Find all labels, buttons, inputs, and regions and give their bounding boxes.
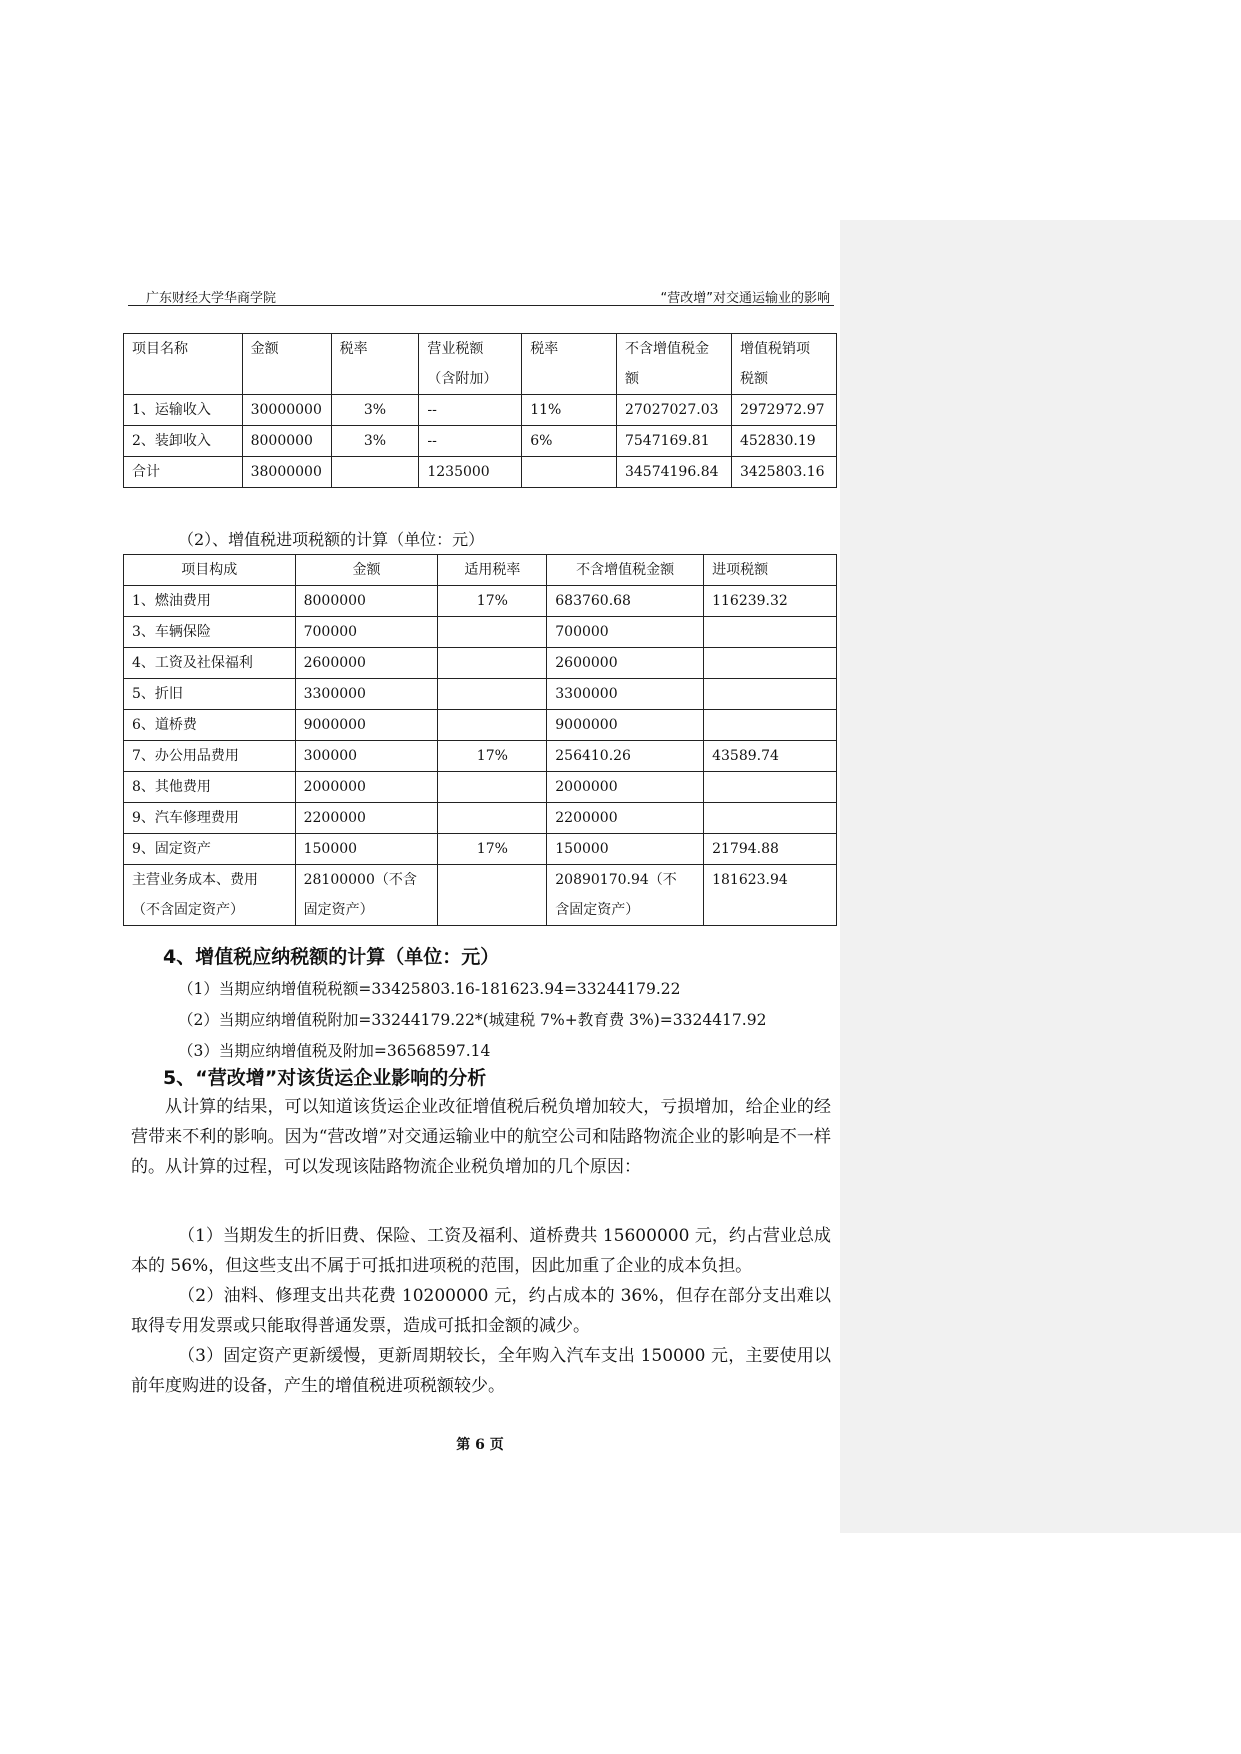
table-row [124,710,837,741]
table-cell: 3300000 [295,679,438,710]
table-cell [438,772,547,803]
table-row [124,457,837,488]
table-row [124,834,837,865]
table-header-cell: 增值税销项 税额 [731,334,836,395]
input-tax-table [123,554,837,926]
table-header-cell: 适用税率 [438,555,547,586]
table-header-cell: 税率 [522,334,617,395]
table-cell: 7547169.81 [616,426,731,457]
table2-caption: （2）、增值税进项税额的计算（单位：元） [178,530,485,549]
table-cell [331,457,419,488]
table-header-cell: 进项税额 [704,555,837,586]
table-cell: 9、固定资产 [124,834,296,865]
calc-line: （1）当期应纳增值税税额=33425803.16-181623.94=33244179.22 [178,980,681,998]
table-cell: 主营业务成本、费用 （不含固定资产） [124,865,296,926]
table-cell: 38000000 [242,457,331,488]
table-cell: 2000000 [547,772,704,803]
analysis-paragraph: 从计算的结果，可以知道该货运企业改征增值税后税负增加较大，亏损增加，给企业的经营带来不利的影响。因为“营改增”对交通运输业中的航空公司和陆路物流企业的影响是不一样的。从计算的过程，可以发现该陆路物流企业税负增加的几个原因： [131,1097,831,1177]
table-cell [704,803,837,834]
table-cell: 3425803.16 [731,457,836,488]
table-header-row [124,334,837,395]
header-school: 广东财经大学华商学院 [146,291,277,306]
table-header-cell: 项目构成 [124,555,296,586]
table-cell: 3、车辆保险 [124,617,296,648]
table-cell: 256410.26 [547,741,704,772]
table-header-cell: 金额 [242,334,331,395]
table-cell: 116239.32 [704,586,837,617]
table-cell: 2000000 [295,772,438,803]
table-row [124,679,837,710]
table-cell: 17% [438,741,547,772]
table-cell: 181623.94 [704,865,837,926]
table-cell: 2、装卸收入 [124,426,243,457]
table-cell: 11% [522,395,617,426]
table-cell: -- [419,395,522,426]
table-cell: 9000000 [295,710,438,741]
table-cell: 1、燃油费用 [124,586,296,617]
table-cell: 6% [522,426,617,457]
section-4-heading: 4、增值税应纳税额的计算（单位：元） [163,946,500,968]
table-cell: 150000 [547,834,704,865]
table-row [124,617,837,648]
section-5-heading: 5、“营改增”对该货运企业影响的分析 [163,1067,487,1089]
page-header [128,285,834,306]
table-cell: 6、道桥费 [124,710,296,741]
table-header-cell: 项目名称 [124,334,243,395]
table-cell: 21794.88 [704,834,837,865]
table-cell: -- [419,426,522,457]
table-cell: 2200000 [295,803,438,834]
table-cell [704,617,837,648]
table-cell: 合计 [124,457,243,488]
analysis-paragraph: （3）固定资产更新缓慢，更新周期较长，全年购入汽车支出 150000 元，主要使用以前年度购进的设备，产生的增值税进项税额较少。 [131,1346,831,1396]
table-row [124,741,837,772]
table-cell: 17% [438,586,547,617]
table-cell [438,865,547,926]
table-header-cell: 金额 [295,555,438,586]
table-cell: 30000000 [242,395,331,426]
table-header-cell: 税率 [331,334,419,395]
table-cell: 2200000 [547,803,704,834]
table-cell: 9、汽车修理费用 [124,803,296,834]
table-row [124,586,837,617]
table-cell [704,648,837,679]
table-cell [522,457,617,488]
table-row [124,648,837,679]
table-cell: 3% [331,395,419,426]
table-cell [438,679,547,710]
table-cell: 150000 [295,834,438,865]
table-cell [438,710,547,741]
table-cell: 27027027.03 [616,395,731,426]
table-cell: 28100000（不含 固定资产） [295,865,438,926]
table-row [124,865,837,926]
table-cell: 2600000 [295,648,438,679]
table-cell: 8000000 [242,426,331,457]
table-cell: 452830.19 [731,426,836,457]
header-title: “营改增”对交通运输业的影响 [660,291,830,306]
table-cell: 9000000 [547,710,704,741]
table-cell: 3300000 [547,679,704,710]
table-cell: 43589.74 [704,741,837,772]
table-cell [704,772,837,803]
table-cell [438,617,547,648]
table-cell: 700000 [295,617,438,648]
table-header-cell: 营业税额 （含附加） [419,334,522,395]
table-row [124,395,837,426]
table-row [124,772,837,803]
table-cell: 5、折旧 [124,679,296,710]
table-cell: 300000 [295,741,438,772]
table-cell: 7、办公用品费用 [124,741,296,772]
table-cell: 20890170.94（不 含固定资产） [547,865,704,926]
analysis-paragraph: （1）当期发生的折旧费、保险、工资及福利、道桥费共 15600000 元，约占营业总成本的 56%，但这些支出不属于可抵扣进项税的范围，因此加重了企业的成本负担。 [131,1226,831,1276]
comment-pane [840,220,1241,1533]
analysis-paragraph: （2）油料、修理支出共花费 10200000 元，约占成本的 36%，但存在部分支出难以取得专用发票或只能取得普通发票，造成可抵扣金额的减少。 [131,1286,831,1336]
table-row [124,803,837,834]
table-header-row [124,555,837,586]
table-cell: 683760.68 [547,586,704,617]
table-cell: 1235000 [419,457,522,488]
table-cell [438,648,547,679]
calc-line: （2）当期应纳增值税附加=33244179.22*(城建税 7%+教育费 3%)=3324417.92 [178,1011,767,1029]
table-cell: 8、其他费用 [124,772,296,803]
table-cell: 3% [331,426,419,457]
table-row [124,426,837,457]
table-cell: 700000 [547,617,704,648]
page-number: 第 6 页 [456,1437,504,1453]
table-cell [438,803,547,834]
table-header-cell: 不含增值税金 额 [616,334,731,395]
calc-line: （3）当期应纳增值税及附加=36568597.14 [178,1042,491,1060]
table-cell [704,710,837,741]
table-cell: 8000000 [295,586,438,617]
table-cell [704,679,837,710]
table-cell: 1、运输收入 [124,395,243,426]
table-cell: 2600000 [547,648,704,679]
output-tax-table [123,333,837,488]
table-cell: 17% [438,834,547,865]
table-cell: 2972972.97 [731,395,836,426]
table-cell: 34574196.84 [616,457,731,488]
table-cell: 4、工资及社保福利 [124,648,296,679]
table-header-cell: 不含增值税金额 [547,555,704,586]
